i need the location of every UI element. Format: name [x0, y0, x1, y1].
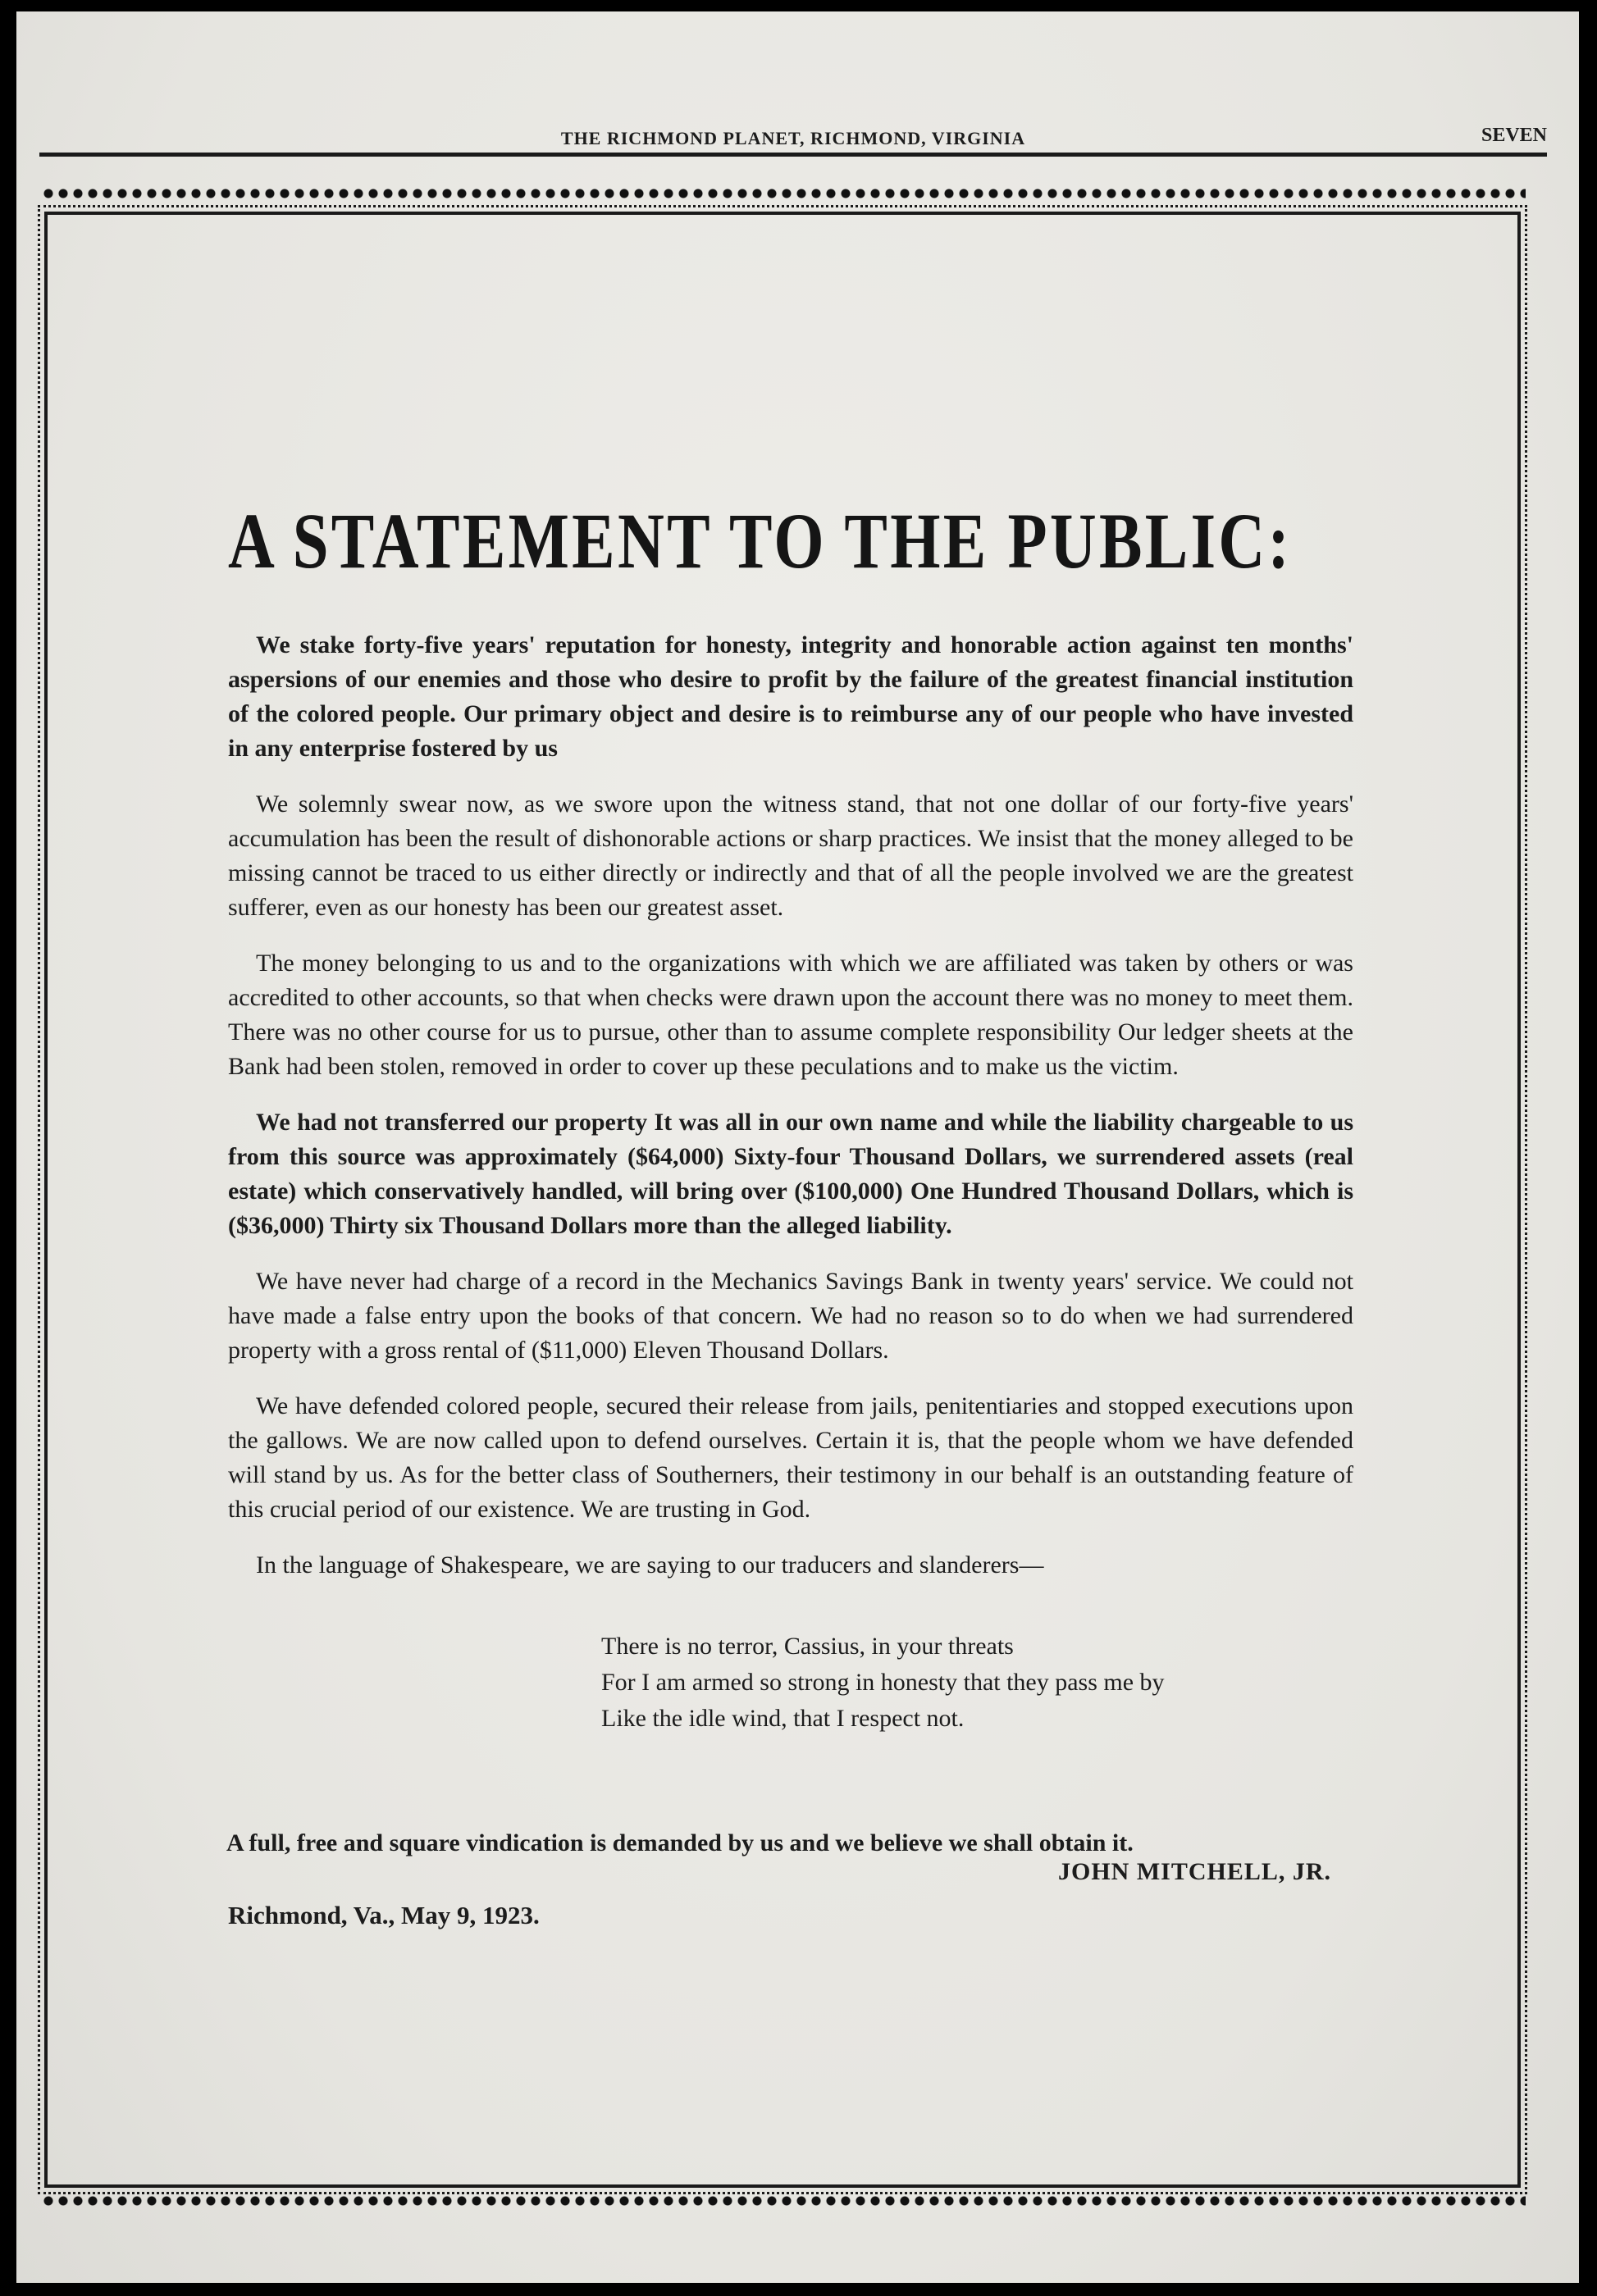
masthead-title: THE RICHMOND PLANET, RICHMOND, VIRGINIA: [560, 128, 1026, 148]
dateline: Richmond, Va., May 9, 1923.: [228, 1901, 540, 1929]
closing-statement: A full, free and square vindication is demanded by us and we believe we shall obtain it.: [226, 1829, 1134, 1856]
bleed-through-ghost-text: ​: [88, 2013, 93, 2079]
paragraph: We had not transferred our property It was all in our own name and while the liability chargeable to us from this source was approximately ($64,000) Sixty-four Thousand Dollars, we surrendered assets (real estate) which conservatively handled, will bring over ($100,000) One Hundred Thousand Dollars, which is ($36,000) Thirty six Thousand Dollars more than the alleged liability.: [228, 1109, 1353, 1239]
paragraph: We have never had charge of a record in the Mechanics Savings Bank in twenty years' service. We could not have made a false entry upon the books of that concern. We had no reason so to do when we had surrendered property with a gross rental of ($11,000) Eleven Thousand Dollars.: [228, 1268, 1353, 1364]
paragraph: We solemnly swear now, as we swore upon the witness stand, that not one dollar of our forty-five years' accumulation has been the result of dishonorable actions or sharp practices. We insist that the money alleged to be missing cannot be traced to us either directly or indirectly and that of all the people involved we are the greatest sufferer, even as our honesty has been our greatest asset.: [228, 790, 1353, 921]
ornamental-border-bottom: [41, 2193, 1526, 2209]
ornamental-border-top: [41, 185, 1526, 202]
masthead-rule: [39, 153, 1547, 157]
quote-line: There is no terror, Cassius, in your threats: [601, 1633, 1014, 1660]
newspaper-page: [16, 11, 1579, 2283]
paragraph: We have defended colored people, secured their release from jails, penitentiaries and stopped executions upon the gallows. We are now called upon to defend ourselves. Certain it is, that the people whom we have defended will stand by us. As for the better class of Southerners, their testimony in our behalf is an outstanding feature of this crucial period of our existence. We are trusting in God.: [228, 1392, 1353, 1523]
paragraph: The money belonging to us and to the organizations with which we are affiliated was taken by others or was accredited to other accounts, so that when checks were drawn upon the account there was no money to meet them. There was no other course for us to pursue, other than to assume complete responsibility Our ledger sheets at the Bank had been stolen, removed in order to cover up these peculations and to make us the victim.: [228, 950, 1354, 1080]
page-number: SEVEN: [1481, 125, 1547, 146]
masthead: [39, 116, 1547, 156]
signature: JOHN MITCHELL, JR.: [1058, 1858, 1332, 1885]
shakespeare-quote: [601, 1629, 1274, 1737]
headline: A STATEMENT TO THE PUBLIC:: [228, 497, 1293, 585]
paragraph: In the language of Shakespeare, we are saying to our traducers and slanderers—: [256, 1551, 1044, 1578]
statement-body: [228, 628, 1353, 1604]
quote-line: Like the idle wind, that I respect not.: [601, 1705, 965, 1732]
quote-line: For I am armed so strong in honesty that they pass me by: [601, 1669, 1165, 1696]
paragraph: We stake forty-five years' reputation for honesty, integrity and honorable action against ten months' aspersions of our enemies and those who desire to profit by the failure of the greatest financial institution of the colored people. Our primary object and desire is to reimburse any of our people who have invested in any enterprise fostered by us: [228, 631, 1353, 762]
